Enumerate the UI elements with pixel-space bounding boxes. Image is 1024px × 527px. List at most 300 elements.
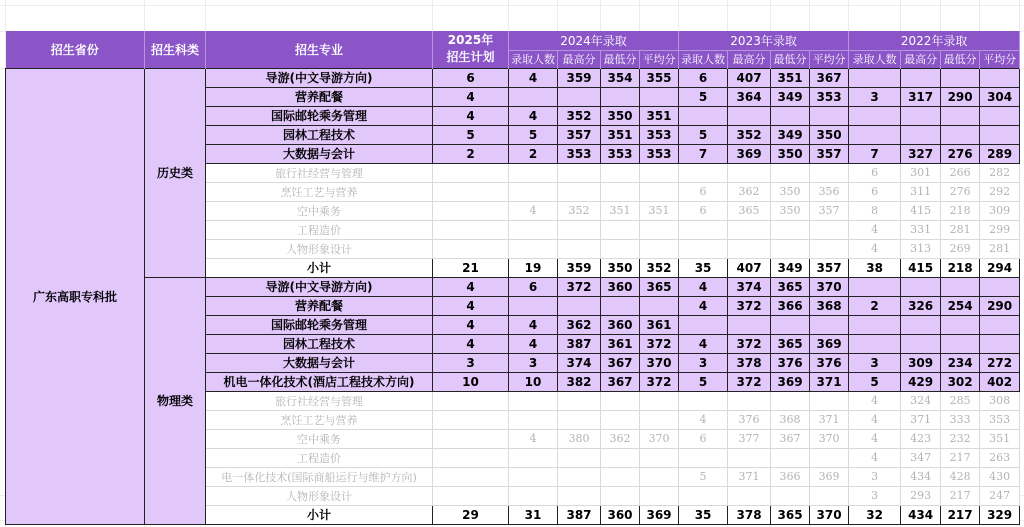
major-name: 空中乘务 [206,429,433,448]
score-cell: 4 [849,429,901,448]
score-cell: 309 [980,201,1020,220]
major-name: 旅行社经营与管理 [206,391,433,410]
major-name: 烹饪工艺与营养 [206,410,433,429]
score-cell: 217 [941,448,980,467]
score-cell: 327 [901,144,941,163]
score-cell: 407 [728,258,771,277]
score-cell: 353 [980,410,1020,429]
score-cell [558,296,601,315]
score-cell [810,315,849,334]
score-cell: 282 [980,163,1020,182]
score-cell: 351 [601,125,640,144]
score-cell: 281 [941,220,980,239]
score-cell: 234 [941,353,980,372]
score-cell: 217 [941,486,980,505]
score-cell [728,391,771,410]
score-cell: 4 [849,410,901,429]
score-cell: 350 [810,125,849,144]
score-cell: 4 [433,315,509,334]
score-cell [640,239,679,258]
score-cell: 365 [640,277,679,296]
score-cell: 382 [558,372,601,391]
score-cell [901,277,941,296]
score-cell: 4 [849,220,901,239]
score-cell [810,163,849,182]
score-cell: 368 [810,296,849,315]
score-cell [558,182,601,201]
admission-scores-table [5,31,1020,525]
score-cell: 329 [980,505,1020,524]
score-cell: 285 [941,391,980,410]
header-subcol: 平均分 [810,50,849,68]
score-cell: 6 [679,429,728,448]
score-cell [509,296,558,315]
score-cell [558,220,601,239]
score-cell [980,125,1020,144]
score-cell: 349 [771,258,810,277]
score-cell [509,486,558,505]
score-cell: 370 [810,505,849,524]
header-subcol: 录取人数 [679,50,728,68]
score-cell [433,220,509,239]
score-cell: 351 [771,68,810,87]
score-cell: 7 [679,144,728,163]
score-cell: 276 [941,182,980,201]
header-year-2023: 2023年录取 [679,31,849,50]
score-cell [849,315,901,334]
score-cell [601,296,640,315]
score-cell: 232 [941,429,980,448]
score-cell: 353 [601,144,640,163]
header-subcol: 录取人数 [509,50,558,68]
score-cell [771,106,810,125]
score-cell [728,315,771,334]
score-cell [433,201,509,220]
major-name: 营养配餐 [206,296,433,315]
score-cell: 32 [849,505,901,524]
score-cell: 10 [509,372,558,391]
header-subcol: 最高分 [558,50,601,68]
score-cell [558,410,601,429]
score-cell: 5 [679,125,728,144]
table-row [6,68,1020,87]
score-cell: 4 [509,334,558,353]
score-cell: 304 [980,87,1020,106]
score-cell: 4 [679,277,728,296]
score-cell: 369 [728,144,771,163]
score-cell: 372 [640,334,679,353]
score-cell: 293 [901,486,941,505]
score-cell [771,486,810,505]
score-cell: 4 [849,239,901,258]
score-cell: 6 [849,163,901,182]
score-cell: 369 [771,372,810,391]
score-cell: 365 [771,277,810,296]
score-cell: 31 [509,505,558,524]
score-cell: 8 [849,201,901,220]
score-cell: 370 [640,429,679,448]
score-cell: 367 [810,68,849,87]
score-cell: 4 [679,296,728,315]
header-major: 招生专业 [206,31,433,68]
score-cell [810,106,849,125]
major-name: 营养配餐 [206,87,433,106]
score-cell: 38 [849,258,901,277]
score-cell [509,87,558,106]
header-year-2024: 2024年录取 [509,31,679,50]
score-cell: 6 [679,201,728,220]
major-name: 国际邮轮乘务管理 [206,315,433,334]
score-cell: 19 [509,258,558,277]
score-cell [640,87,679,106]
score-cell: 360 [601,315,640,334]
score-cell: 3 [849,87,901,106]
score-cell [771,220,810,239]
score-cell: 4 [433,277,509,296]
major-name: 烹饪工艺与营养 [206,182,433,201]
score-cell [640,467,679,486]
score-cell: 299 [980,220,1020,239]
score-cell: 29 [433,505,509,524]
score-cell: 361 [640,315,679,334]
score-cell [509,467,558,486]
score-cell: 367 [601,372,640,391]
score-cell: 353 [640,144,679,163]
score-cell [433,467,509,486]
gridline-horizontal [0,5,1024,6]
score-cell: 366 [771,296,810,315]
score-cell: 4 [509,201,558,220]
score-cell [679,163,728,182]
subtotal-label: 小计 [206,505,433,524]
score-cell: 355 [640,68,679,87]
score-cell: 362 [558,315,601,334]
score-cell: 6 [509,277,558,296]
score-cell: 347 [901,448,941,467]
score-cell [558,163,601,182]
score-cell: 357 [810,258,849,277]
major-name: 导游(中文导游方向) [206,277,433,296]
score-cell: 351 [640,201,679,220]
score-cell: 2 [849,296,901,315]
score-cell: 367 [771,429,810,448]
score-cell: 370 [810,429,849,448]
header-province: 招生省份 [6,31,145,68]
score-cell: 357 [810,144,849,163]
header-plan-year: 2025年 [447,33,494,48]
score-cell [771,239,810,258]
header-subcol: 平均分 [640,50,679,68]
score-cell: 365 [771,505,810,524]
header-subcol: 平均分 [980,50,1020,68]
table-body [6,68,1020,524]
score-cell: 353 [640,125,679,144]
score-cell [980,106,1020,125]
score-cell [771,315,810,334]
score-cell: 434 [901,467,941,486]
score-cell: 3 [433,353,509,372]
score-cell: 376 [771,353,810,372]
score-cell [433,163,509,182]
score-cell [509,182,558,201]
score-cell [509,410,558,429]
score-cell: 218 [941,201,980,220]
score-cell: 378 [728,353,771,372]
score-cell [679,391,728,410]
score-cell [901,125,941,144]
score-cell [771,163,810,182]
score-cell: 6 [679,68,728,87]
score-cell [433,429,509,448]
score-cell: 428 [941,467,980,486]
major-name: 旅行社经营与管理 [206,163,433,182]
score-cell [901,106,941,125]
header-subcol: 最高分 [728,50,771,68]
score-cell [433,448,509,467]
score-cell: 352 [558,106,601,125]
score-cell [601,448,640,467]
score-cell: 374 [558,353,601,372]
table-row [6,277,1020,296]
score-cell: 370 [810,277,849,296]
major-name: 电一体化技术(国际商船运行与维护方向) [206,467,433,486]
score-cell: 377 [728,429,771,448]
score-cell: 351 [601,201,640,220]
major-name: 人物形象设计 [206,486,433,505]
score-cell [901,334,941,353]
score-cell: 281 [980,239,1020,258]
subtotal-label: 小计 [206,258,433,277]
score-cell: 353 [810,87,849,106]
score-cell [810,448,849,467]
score-cell: 276 [941,144,980,163]
score-cell [728,106,771,125]
score-cell: 4 [509,315,558,334]
score-cell: 4 [849,391,901,410]
score-cell [601,87,640,106]
score-cell: 311 [901,182,941,201]
score-cell: 247 [980,486,1020,505]
score-cell [728,239,771,258]
score-cell: 35 [679,258,728,277]
major-name: 空中乘务 [206,201,433,220]
score-cell: 266 [941,163,980,182]
score-cell: 289 [980,144,1020,163]
header-category: 招生科类 [145,31,206,68]
score-cell: 4 [433,87,509,106]
score-cell: 4 [849,448,901,467]
score-cell [558,87,601,106]
score-cell: 349 [771,125,810,144]
score-cell: 35 [679,505,728,524]
score-cell: 362 [601,429,640,448]
score-cell [849,277,901,296]
score-cell: 359 [558,68,601,87]
score-cell: 5 [433,125,509,144]
score-cell [558,239,601,258]
score-cell [558,467,601,486]
score-cell: 4 [509,429,558,448]
score-cell [941,277,980,296]
score-cell: 308 [980,391,1020,410]
score-cell [901,315,941,334]
score-cell: 263 [980,448,1020,467]
score-cell: 371 [728,467,771,486]
score-cell: 387 [558,334,601,353]
score-cell: 290 [980,296,1020,315]
score-cell: 366 [771,467,810,486]
score-cell: 4 [433,296,509,315]
score-cell: 352 [640,258,679,277]
score-cell [849,125,901,144]
score-cell [980,334,1020,353]
score-cell [601,182,640,201]
score-cell: 372 [728,296,771,315]
score-cell [810,391,849,410]
score-cell: 369 [810,334,849,353]
score-cell [679,315,728,334]
header-subcol: 最低分 [771,50,810,68]
score-cell: 360 [601,277,640,296]
score-cell: 351 [640,106,679,125]
score-cell: 3 [849,353,901,372]
score-cell: 4 [509,106,558,125]
score-cell [679,239,728,258]
score-cell: 3 [509,353,558,372]
score-cell: 331 [901,220,941,239]
score-cell: 301 [901,163,941,182]
score-cell [810,486,849,505]
score-cell: 352 [558,201,601,220]
score-cell [941,68,980,87]
score-cell: 360 [601,505,640,524]
score-cell [558,391,601,410]
score-cell [509,391,558,410]
header-subcol: 最高分 [901,50,941,68]
score-cell [640,448,679,467]
score-cell [941,106,980,125]
score-cell: 365 [771,334,810,353]
score-cell [771,391,810,410]
score-cell: 372 [640,372,679,391]
score-cell: 357 [558,125,601,144]
major-name: 机电一体化技术(酒店工程技术方向) [206,372,433,391]
score-cell: 4 [679,334,728,353]
category-cell: 物理类 [145,277,206,524]
score-cell [679,486,728,505]
score-cell: 2 [433,144,509,163]
score-cell: 371 [901,410,941,429]
score-cell: 313 [901,239,941,258]
score-cell [810,220,849,239]
major-name: 园林工程技术 [206,125,433,144]
score-cell: 362 [728,182,771,201]
header-plan [433,31,509,68]
score-cell: 430 [980,467,1020,486]
score-cell: 352 [728,125,771,144]
score-cell: 333 [941,410,980,429]
score-cell: 423 [901,429,941,448]
score-cell: 10 [433,372,509,391]
score-cell: 2 [509,144,558,163]
score-cell [601,410,640,429]
score-cell: 3 [849,486,901,505]
score-cell [433,239,509,258]
score-cell [728,448,771,467]
score-cell: 372 [558,277,601,296]
score-cell: 309 [901,353,941,372]
score-cell [679,106,728,125]
score-cell: 5 [679,467,728,486]
header-subcol: 最低分 [601,50,640,68]
score-cell: 324 [901,391,941,410]
score-cell [728,163,771,182]
score-cell [509,239,558,258]
score-cell [601,239,640,258]
score-cell: 359 [558,258,601,277]
score-cell: 4 [679,410,728,429]
score-cell: 272 [980,353,1020,372]
score-cell: 6 [433,68,509,87]
score-cell: 326 [901,296,941,315]
score-cell [771,448,810,467]
score-cell: 269 [941,239,980,258]
score-cell: 3 [679,353,728,372]
score-cell: 415 [901,201,941,220]
score-cell: 429 [901,372,941,391]
score-cell: 317 [901,87,941,106]
major-name: 人物形象设计 [206,239,433,258]
score-cell: 290 [941,87,980,106]
score-cell: 5 [679,372,728,391]
score-cell [640,182,679,201]
score-cell: 5 [679,87,728,106]
major-name: 大数据与会计 [206,353,433,372]
score-cell [433,182,509,201]
score-cell [810,239,849,258]
score-cell: 371 [810,410,849,429]
score-cell: 350 [771,201,810,220]
header-year-2022: 2022年录取 [849,31,1020,50]
score-cell: 380 [558,429,601,448]
score-cell [679,448,728,467]
score-cell [941,334,980,353]
score-cell: 371 [810,372,849,391]
score-cell: 369 [640,505,679,524]
score-cell [509,220,558,239]
score-cell [728,220,771,239]
score-cell [640,163,679,182]
score-cell [509,448,558,467]
score-cell: 376 [810,353,849,372]
score-cell: 6 [679,182,728,201]
score-cell: 378 [728,505,771,524]
score-cell: 365 [728,201,771,220]
score-cell: 367 [601,353,640,372]
major-name: 导游(中文导游方向) [206,68,433,87]
score-cell: 4 [433,106,509,125]
score-cell: 387 [558,505,601,524]
score-cell: 4 [433,334,509,353]
score-cell [901,68,941,87]
major-name: 工程造价 [206,448,433,467]
score-cell: 350 [771,182,810,201]
score-cell: 302 [941,372,980,391]
score-cell [433,391,509,410]
score-cell: 3 [849,467,901,486]
score-cell: 356 [810,182,849,201]
score-cell: 350 [771,144,810,163]
